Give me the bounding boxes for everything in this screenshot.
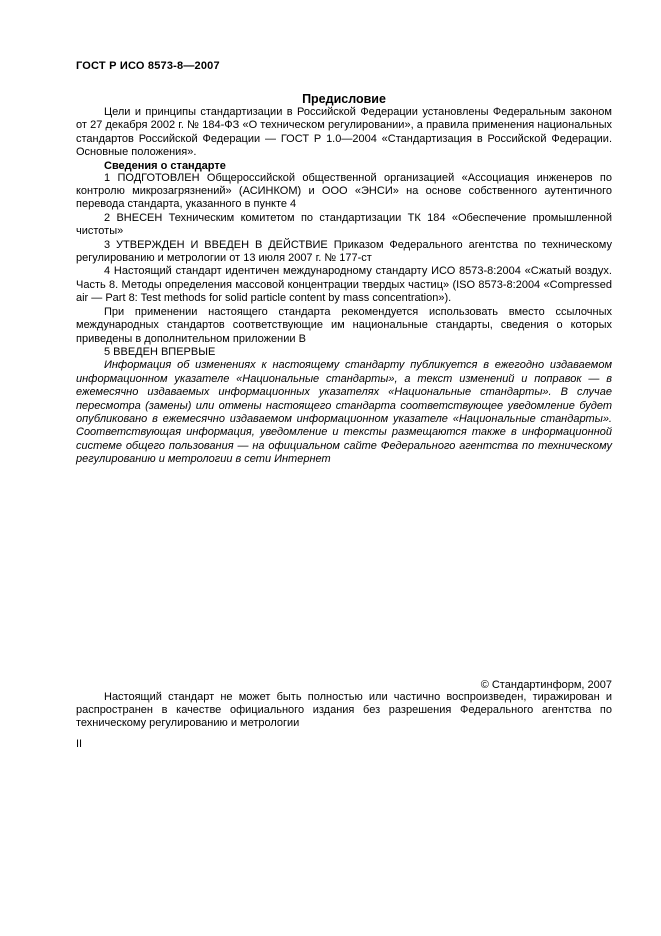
page-title: Предисловие <box>302 92 386 106</box>
intro-paragraph: Цели и принципы стандартизации в Российской Федерации установлены Федеральным законом от 27 декабря 2002 г. № 184-ФЗ «О техническом регулировании», а правила применения национальных стандартов Российской Федерации — ГОСТ Р 1.0—2004 «Стандартизация в Российской Федерации. Основные положения». <box>76 106 612 159</box>
standard-item-2-submitted: 2 ВНЕСЕН Техническим комитетом по стандартизации ТК 184 «Обеспечение промышленной чистоты» <box>76 211 612 238</box>
standard-code-header: ГОСТ Р ИСО 8573-8—2007 <box>76 60 220 72</box>
copyright-line: © Стандартинформ, 2007 <box>480 678 612 691</box>
standard-item-1-prepared: 1 ПОДГОТОВЛЕН Общероссийской общественной организацией «Ассоциация инженеров по контролю микрозагрязнений» (АСИНКОМ) и ООО «ЭНСИ» на основе собственного аутентичного перевода стандарта, указанного в пункте 4 <box>76 171 612 211</box>
section-heading-standard-info: Сведения о стандарте <box>104 159 226 172</box>
standard-item-4-application-note: При применении настоящего стандарта рекомендуется использовать вместо ссылочных международных стандартов соответствующие им национальные стандарты, сведения о которых приведены в дополнительном приложении В <box>76 305 612 345</box>
standard-item-5-first-introduced: 5 ВВЕДЕН ВПЕРВЫЕ <box>104 345 216 358</box>
standard-item-3-approved: 3 УТВЕРЖДЕН И ВВЕДЕН В ДЕЙСТВИЕ Приказом Федерального агентства по техническому регулированию и метрологии от 13 июля 2007 г. № 177-ст <box>76 238 612 265</box>
reproduction-notice: Настоящий стандарт не может быть полностью или частично воспроизведен, тиражирован и распространен в качестве официального издания без разрешения Федерального агентства по техническому регулированию и метрологии <box>76 690 612 730</box>
publication-info-note: Информация об изменениях к настоящему стандарту публикуется в ежегодно издаваемом информационном указателе «Национальные стандарты», а текст изменений и поправок — в ежемесячно издаваемых информационных указателях «Национальные стандарты». В случае пересмотра (замены) или отмены настоящего стандарта соответствующее уведомление будет опубликовано в ежемесячно издаваемом информационном указателе «Национальные стандарты». Соответствующая информация, уведомление и тексты размещаются также в информационной системе общего пользования — на официальном сайте Федерального агентства по техническому регулированию и метрологии в сети Интернет <box>76 359 612 466</box>
page-number: II <box>76 737 83 750</box>
standard-item-4-identical: 4 Настоящий стандарт идентичен международному стандарту ИСО 8573-8:2004 «Сжатый воздух. Часть 8. Методы определения массовой концентрации твердых частиц» (ISO 8573-8:2004 «Compressed air — Part 8: Test methods for solid particle content by mass concentration»). <box>76 265 612 305</box>
